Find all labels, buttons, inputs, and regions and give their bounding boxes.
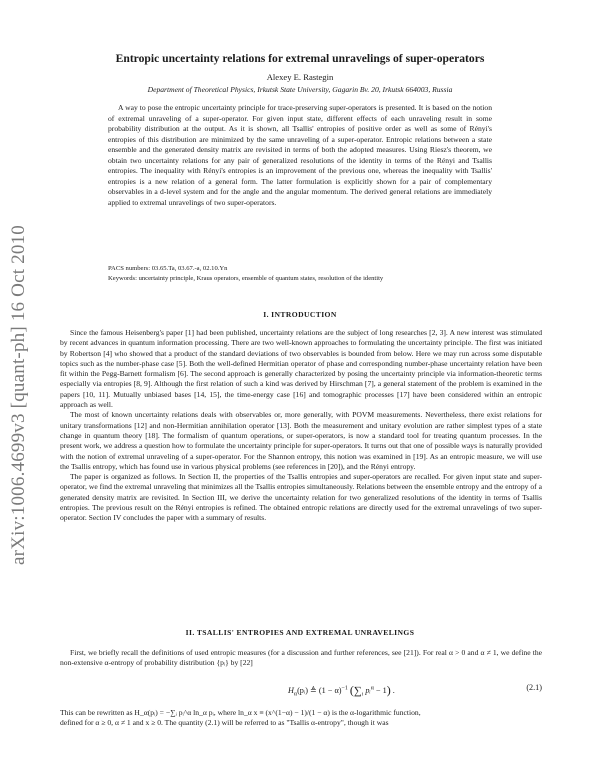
text-line: This can be rewritten as H_α(pᵢ) = −∑ᵢ pᵢ^α ln_α pᵢ, where ln_α x ≡ (x^(1−α) − 1)/(1 − α) is the α-logarithmic function, — [60, 708, 421, 717]
section2-body — [60, 648, 542, 669]
after-equation-text — [60, 708, 542, 729]
intro-paragraph: The most of known uncertainty relations deals with observables or, more generally, with POVM measurements. Nevertheless, there exist relations for unitary transformations [12] and non-Hermitian annihilation operator [13]. Both the measurement and unitary evolution are rather simplest types of a state change in quantum theory [18]. The formalism of quantum operations, or super-operators, is now a standard tool for treating quantum processes. In the present work, we address a question how to formulate the uncertainty principle for super-operators. It turns out that one of possible ways is naturally provided with the notion of extremal unraveling of a super-operator. For the Shannon entropy, this notion was examined in [19]. As an entropic measure, we will use the Tsallis entropy, which has found use in various physical problems (see references in [20]), and the Rényi entropy. — [60, 410, 542, 471]
section-heading-introduction: I. INTRODUCTION — [263, 310, 337, 319]
intro-paragraph: Since the famous Heisenberg's paper [1] had been published, uncertainty relations are the subject of long researches [2, 3]. A new interest was stimulated by recent advances in quantum information processing. There are two well-known approaches to formulating the uncertainty principle. The first was initiated by Robertson [4] who showed that a product of the standard deviations of two observables is bounded from below. Here we may run across some disputable topics such as the number-phase case [5]. Both the well-defined Hermitian operator of phase and corresponding number-phase uncertainty relation have been fit within the Pegg-Barnett formalism [6]. The second approach is generally characterized by posing the uncertainty principle via information-theoretic terms especially via entropies [8, 9]. Although the first relation of such a kind was derived by Hirschman [7], a general statement of the problem is examined in the papers [10, 11]. Mutually unbiased bases [14, 15], the time-energy case [16] and tomographic processes [17] have been considered within an entropic approach as well. — [60, 328, 542, 410]
text-line: defined for α ≥ 0, α ≠ 1 and x ≥ 0. The quantity (2.1) will be referred to as "Tsallis α-entropy", though it was — [60, 718, 389, 728]
equation-number: (2.1) — [526, 683, 542, 692]
arxiv-id-text: arXiv:1006.4699v3 [quant-ph] 16 Oct 2010 — [8, 225, 29, 565]
keywords: Keywords: uncertainty principle, Kraus operators, ensemble of quantum states, resolution of the identity — [108, 275, 384, 282]
equation-2-1 — [60, 682, 542, 700]
arxiv-identifier — [4, 175, 34, 615]
section2-paragraph: First, we briefly recall the definitions of used entropic measures (for a discussion and further references, see [21]). For real α > 0 and α ≠ 1, we define the non-extensive α-entropy of probability distribution {pᵢ} by [22] — [60, 648, 542, 668]
author-name: Alexey E. Rastegin — [266, 72, 334, 82]
intro-paragraph: The paper is organized as follows. In Section II, the properties of the Tsallis entropies and super-operators are recalled. For given input state and super-operator, we find the extremal unraveling that minimizes all the Tsallis entropies simultaneously. Relations between the ensemble entropy and the entropy of a generated density matrix are revisited. In Section III, we derive the uncertainty relation for two generalized resolutions of the identity in terms of Tsallis entropies. The previous result on the Rényi entropies is refined. The obtained entropic relations are directly used for the extremal unravelings of two super-operator. Section IV concludes the paper with a summary of results. — [60, 472, 542, 523]
abstract: A way to pose the entropic uncertainty principle for trace-preserving super-operators is presented. It is based on the notion of extremal unraveling of a super-operator. For given input state, different effects of each unraveling result in some probability distribution at the output. As it is shown, all Tsallis' entropies of positive order as well as some of Rényi's entropies of this distribution are minimized by the same unraveling of a super-operator. Entropic relations between a state ensemble and the generated density matrix are revisited in terms of both the adopted measures. Using Riesz's theorem, we obtain two uncertainty relations for any pair of generalized resolutions of the identity in terms of the Rényi and Tsallis entropies. The inequality with Rényi's entropies is an improvement of the previous one, whereas the inequality with Tsallis' entropies is a new relation of a general form. The latter formulation is explicitly shown for a pair of complementary observables in a d-level system and for the angle and the angular momentum. The derived general relations are immediately applied to extremal unravelings of two super-operators. — [108, 103, 492, 207]
section-heading-tsallis: II. TSALLIS' ENTROPIES AND EXTREMAL UNRAVELINGS — [185, 628, 415, 637]
author-affiliation: Department of Theoretical Physics, Irkutsk State University, Gagarin Bv. 20, Irkutsk 664003, Russia — [147, 85, 453, 94]
pacs-numbers: PACS numbers: 03.65.Ta, 03.67.-a, 02.10.Yn — [108, 265, 228, 272]
equation-expression: $H_\alpha(pᵢ)$ ≜ $(1 - \alpha)^{-1}$ ($\sum_i$ pᵢ$^\alpha$ − 1) . — [288, 683, 395, 698]
paper-title: Entropic uncertainty relations for extremal unravelings of super-operators — [115, 52, 485, 65]
introduction-body — [60, 328, 542, 524]
